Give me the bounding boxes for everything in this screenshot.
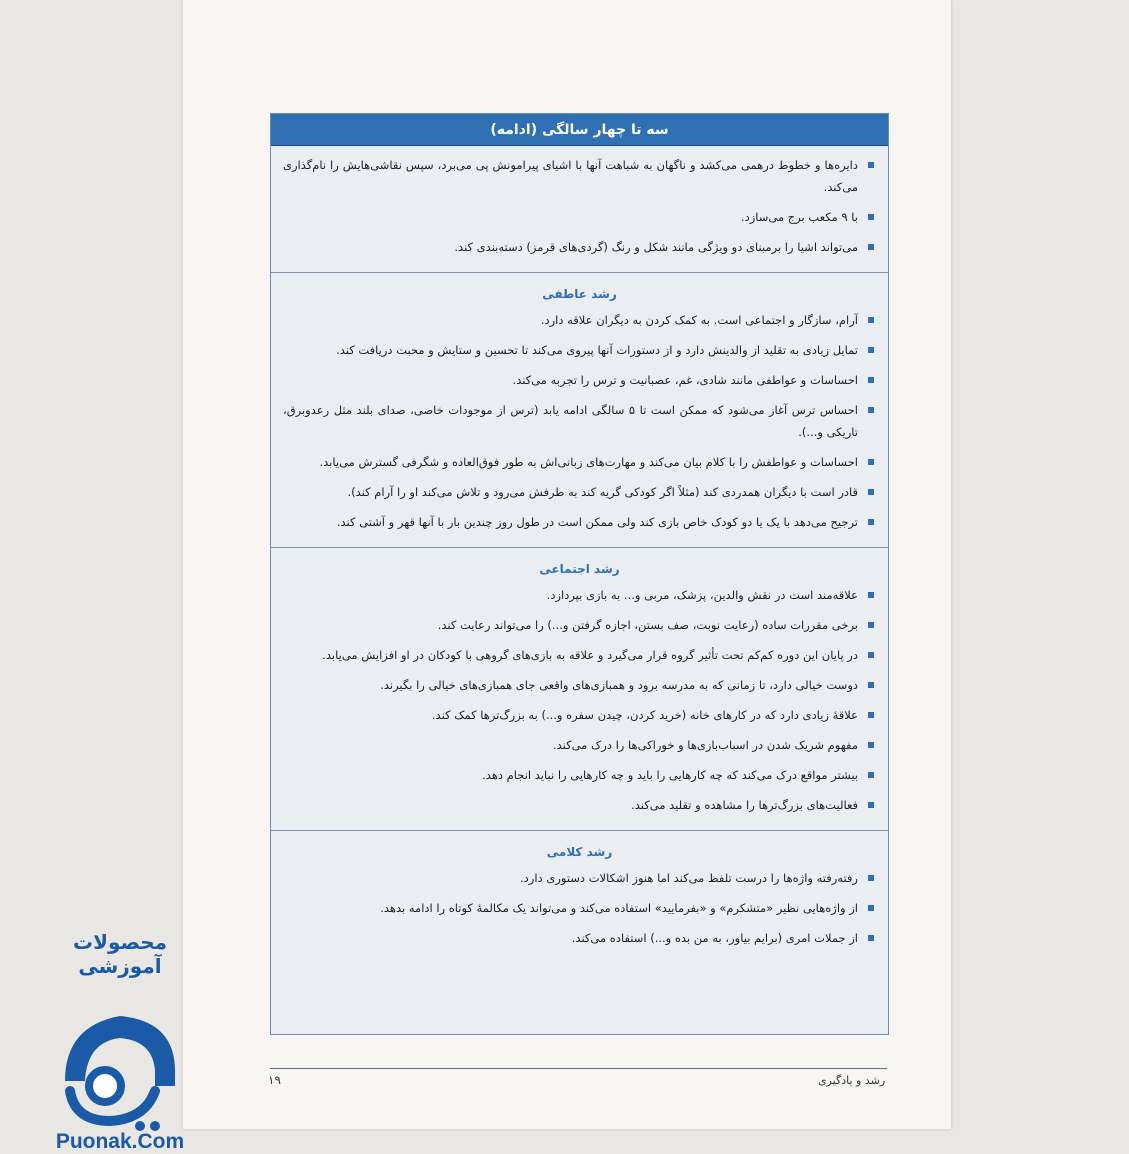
square-bullet-icon	[868, 244, 874, 250]
list-item	[283, 674, 874, 696]
square-bullet-icon	[868, 772, 874, 778]
square-bullet-icon	[868, 712, 874, 718]
square-bullet-icon	[868, 317, 874, 323]
brand-tagline: محصولات آموزشی	[72, 930, 168, 978]
list-item	[283, 644, 874, 666]
list-item-text: دوست خیالی دارد، تا زمانی که به مدرسه برود و همبازی‌های واقعی جای همبازی‌های خیالی را بگیرند.	[380, 678, 858, 692]
list-item	[283, 927, 874, 949]
square-bullet-icon	[868, 875, 874, 881]
list-item	[283, 704, 874, 726]
section-title: رشد عاطفی	[542, 287, 617, 301]
list-item	[283, 451, 874, 473]
list-item	[283, 764, 874, 786]
brand-site: Puonak.Com	[55, 1130, 185, 1153]
table-section	[271, 273, 888, 548]
list-item	[283, 897, 874, 919]
square-bullet-icon	[868, 459, 874, 465]
list-item	[283, 481, 874, 503]
list-item	[283, 584, 874, 606]
list-item-text: آرام، سازگار و اجتماعی است. به کمک کردن به دیگران علاقه دارد.	[540, 313, 858, 327]
list-item-text: ترجیح می‌دهد با یک یا دو کودک خاص بازی کند ولی ممکن است در طول روز چندین بار با آنها قهر و آشتی کند.	[336, 515, 858, 529]
square-bullet-icon	[868, 682, 874, 688]
square-bullet-icon	[868, 489, 874, 495]
square-bullet-icon	[868, 214, 874, 220]
square-bullet-icon	[868, 519, 874, 525]
list-item-text: مفهوم شریک شدن در اسباب‌بازی‌ها و خوراکی‌ها را درک می‌کند.	[552, 738, 858, 752]
page-number: ۱۹	[268, 1073, 281, 1087]
list-item-text: بیشتر مواقع درک می‌کند که چه کارهایی را باید و چه کارهایی را نباید انجام دهد.	[482, 768, 858, 782]
list-item-text: می‌تواند اشیا را برمبنای دو ویژگی مانند شکل و رنگ (گردی‌های قرمز) دسته‌بندی کند.	[454, 240, 858, 254]
list-item	[283, 154, 874, 198]
bullet-list	[271, 584, 888, 816]
square-bullet-icon	[868, 347, 874, 353]
list-item	[283, 369, 874, 391]
list-item-text: فعالیت‌های بزرگ‌ترها را مشاهده و تقلید می‌کند.	[631, 798, 858, 812]
puonak-logo	[45, 986, 195, 1136]
list-item-text: قادر است با دیگران همدردی کند (مثلاً اگر کودکی گریه کند به طرفش می‌رود و تلاش می‌کند او را آرام کند).	[347, 485, 858, 499]
list-item	[283, 339, 874, 361]
list-item-text: احساسات و عواطفی مانند شادی، غم، عصبانیت و ترس را تجربه می‌کند.	[512, 373, 858, 387]
section-title: رشد کلامی	[546, 845, 613, 859]
list-item	[283, 309, 874, 331]
footer-rule	[270, 1068, 887, 1069]
list-item-text: از جملات امری (برایم بیاور، به من بده و...) استفاده می‌کند.	[571, 931, 858, 945]
list-item	[283, 511, 874, 533]
list-item	[283, 236, 874, 258]
list-item	[283, 867, 874, 889]
list-item	[283, 206, 874, 228]
table-section	[271, 831, 888, 963]
square-bullet-icon	[868, 592, 874, 598]
square-bullet-icon	[868, 935, 874, 941]
list-item-text: تمایل زیادی به تقلید از والدینش دارد و از دستورات آنها پیروی می‌کند تا تحسین و ستایش و محبت دریافت کند.	[336, 343, 858, 357]
section-title: رشد اجتماعی	[539, 562, 620, 576]
list-item-text: علاقه‌مند است در نقش والدین، پزشک، مربی و... به بازی بپردازد.	[546, 588, 858, 602]
table-sections	[271, 146, 888, 963]
square-bullet-icon	[868, 742, 874, 748]
table-header: سه تا چهار سالگی (ادامه)	[271, 114, 888, 146]
bullet-list	[271, 154, 888, 258]
square-bullet-icon	[868, 407, 874, 413]
list-item	[283, 734, 874, 756]
list-item	[283, 614, 874, 636]
list-item-text: از واژه‌هایی نظیر «متشکرم» و «بفرمایید» استفاده می‌کند و می‌تواند یک مکالمهٔ کوتاه را ادامه بدهد.	[380, 901, 858, 915]
list-item-text: دایره‌ها و خطوط درهمی می‌کشد و ناگهان به شباهت آنها با اشیای پیرامونش پی می‌برد، سپس نقاشی‌هایش را نام‌گذاری می‌کند.	[283, 158, 858, 194]
running-title: رشد و یادگیری	[818, 1074, 886, 1087]
square-bullet-icon	[868, 377, 874, 383]
list-item-text: برخی مقررات ساده (رعایت نوبت، صف بستن، اجازه گرفتن و...) را می‌تواند رعایت کند.	[437, 618, 858, 632]
square-bullet-icon	[868, 622, 874, 628]
brand-watermark	[30, 930, 210, 1154]
table-section	[271, 548, 888, 831]
list-item-text: در پایان این دوره کم‌کم تحت تأثیر گروه قرار می‌گیرد و علاقه به بازی‌های گروهی با کودکان در او افزایش می‌یابد.	[322, 648, 858, 662]
bullet-list	[271, 309, 888, 533]
square-bullet-icon	[868, 652, 874, 658]
list-item-text: رفته‌رفته واژه‌ها را درست تلفظ می‌کند اما هنوز اشکالات دستوری دارد.	[520, 871, 858, 885]
list-item-text: علاقهٔ زیادی دارد که در کارهای خانه (خرید کردن، چیدن سفره و...) به بزرگ‌ترها کمک کند.	[431, 708, 858, 722]
list-item	[283, 794, 874, 816]
list-item-text: احساسات و عواطفش را با کلام بیان می‌کند و مهارت‌های زبانی‌اش به طور فوق‌العاده و شگرفی گسترش می‌یابد.	[319, 455, 858, 469]
list-item-text: با ۹ مکعب برج می‌سازد.	[740, 210, 858, 224]
square-bullet-icon	[868, 162, 874, 168]
list-item-text: احساس ترس آغاز می‌شود که ممکن است تا ۵ سالگی ادامه یابد (ترس از موجودات خاصی، صدای بلند مثل رعدوبرق، تاریکی و...).	[283, 403, 858, 439]
square-bullet-icon	[868, 905, 874, 911]
square-bullet-icon	[868, 802, 874, 808]
development-table	[270, 113, 889, 1035]
bullet-list	[271, 867, 888, 949]
list-item	[283, 399, 874, 443]
table-section	[271, 146, 888, 273]
